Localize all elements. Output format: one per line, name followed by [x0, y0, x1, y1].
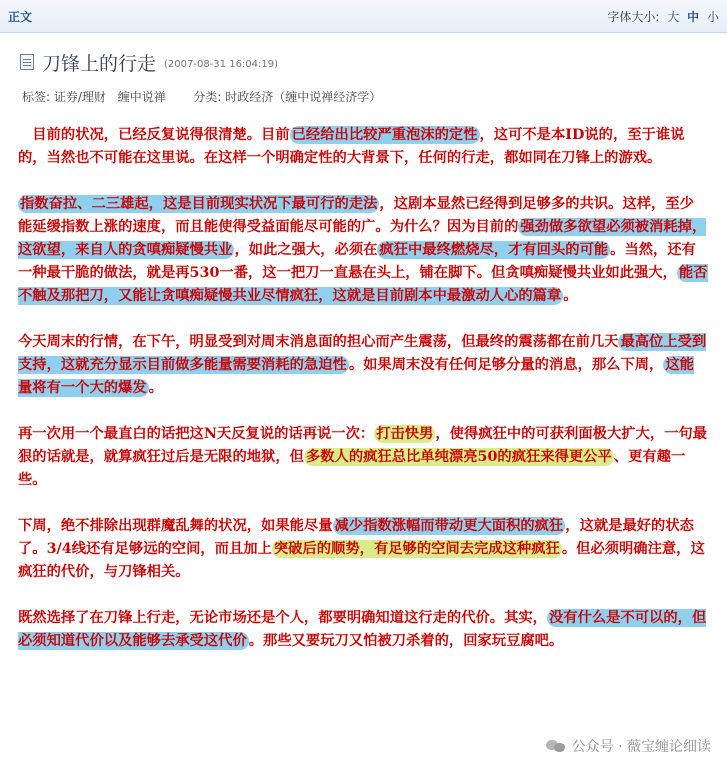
category-label: 分类:: [193, 90, 222, 104]
paragraph-text: 。: [563, 288, 578, 304]
article-paragraph: [18, 124, 708, 170]
paragraph-text: 再一次用一个最直白的话把这N天反复说的话再说一次：: [18, 426, 375, 442]
post-date: (2007-08-31 16:04:19): [164, 58, 279, 70]
highlight-blue: 最高位上受到支持，这就充分显示目前做多能量需要消耗的急迫性: [18, 334, 707, 373]
highlight-yellow: 多数人的疯狂总比单纯漂亮50的疯狂来得更公平: [305, 449, 612, 465]
paragraph-text: 目前的状况，已经反复说得很清楚。目前: [18, 127, 290, 143]
category-link[interactable]: 时政经济（缠中说禅经济学）: [225, 90, 382, 104]
paragraph-text: ，这剧本显然已经得到足够多的共识。这样，至少能延缓指数上涨的速度，而且能使得受益面能尽可能的广。为什么？因为目前的: [18, 196, 694, 235]
highlight-blue: 强劲做多欲望必须被消耗掉，这欲望，来自人的贪嗔痴疑慢共业: [18, 219, 707, 258]
highlight-blue: 减少指数涨幅而带动更大面积的疯狂: [334, 518, 564, 534]
section-label: 正文: [8, 10, 33, 24]
article-paragraph: [18, 193, 708, 308]
document-icon: [20, 54, 34, 70]
article-paragraph: [18, 515, 708, 584]
highlight-blue: 指数奋拉、二三雄起，这是目前现实状况下最可行的走法: [20, 196, 378, 212]
article-header-bar: [0, 0, 727, 33]
highlight-yellow: 打击快男: [376, 426, 434, 442]
highlight-yellow: 突破后的顺势，有足够的空间去完成这种疯狂: [273, 541, 560, 557]
paragraph-text: 。: [148, 380, 163, 396]
paragraph-text: 今天周末的行情，在下午，明显受到对周末消息面的担心而产生震荡，但最终的震荡都在前几天: [18, 334, 619, 350]
highlight-blue: 没有什么是不可以的，但必须知道代价以及能够去承受这代价: [18, 610, 707, 649]
paragraph-text: 。当然，还有一种最干脆的做法，就是再530一番，这一把刀一直悬在头上，铺在脚下。但贪嗔痴疑慢共业如此强大，: [18, 242, 696, 281]
paragraph-text: 。但必须明确注意，这疯狂的代价，与刀锋相关。: [18, 541, 705, 580]
font-size-selector: [607, 8, 719, 25]
paragraph-text: 、更有趣一些。: [18, 449, 686, 488]
post-title: 刀锋上的行走: [42, 52, 157, 75]
paragraph-text: 既然选择了在刀锋上行走，无论市场还是个人，都要明确知道这行走的代价。其实，: [18, 610, 547, 626]
post-meta: [22, 88, 389, 105]
watermark-text: 公众号 · 薇宝缠论细读: [571, 739, 711, 755]
tags-label: 标签:: [22, 90, 51, 104]
article-body: [18, 124, 708, 676]
highlight-blue: 这能量将有一个大的爆发: [18, 357, 694, 396]
paragraph-text: 。那些又要玩刀又怕被刀杀着的，回家玩豆腐吧。: [248, 633, 564, 649]
tag-link[interactable]: 证券/理财: [53, 90, 106, 104]
highlight-blue: 疯狂中最终燃烧尽，才有回头的可能: [379, 242, 609, 258]
font-size-large-link[interactable]: 大: [667, 10, 680, 24]
paragraph-text: ，这可不是本ID说的，至于谁说的，当然也不可能在这里说。在这样一个明确定性的大背景下，任何的行走，都如同在刀锋上的游戏。: [18, 127, 685, 166]
highlight-blue: 能否不触及那把刀，又能让贪嗔痴疑慢共业尽情疯狂，这就是目前剧本中最激动人心的篇章: [18, 265, 708, 304]
paragraph-text: ，如此之强大，必须在: [234, 242, 378, 258]
article-paragraph: [18, 423, 708, 492]
article-paragraph: [18, 607, 708, 653]
tag-link[interactable]: 缠中说禅: [117, 90, 166, 104]
post-title-row: [20, 50, 278, 74]
paragraph-text: 下周，绝不排除出现群魔乱舞的状况，如果能尽量: [18, 518, 333, 534]
watermark: [546, 736, 711, 756]
font-size-label: 字体大小:: [607, 10, 660, 24]
paragraph-text: 。如果周末没有任何足够分量的消息，那么下周，: [348, 357, 664, 373]
paragraph-text: ，这就是最好的状态了。3/4线还有足够远的空间，而且加上: [18, 518, 694, 557]
font-size-small-link[interactable]: 小: [706, 10, 719, 24]
article-paragraph: [18, 331, 708, 400]
highlight-blue: 已经给出比较严重泡沫的定性: [291, 127, 478, 143]
wechat-icon: [546, 738, 566, 754]
font-size-medium-link[interactable]: 中: [687, 10, 700, 24]
paragraph-text: ，使得疯狂中的可获利面极大扩大，一句最狠的话就是，就算疯狂过后是无限的地狱，但: [18, 426, 708, 465]
